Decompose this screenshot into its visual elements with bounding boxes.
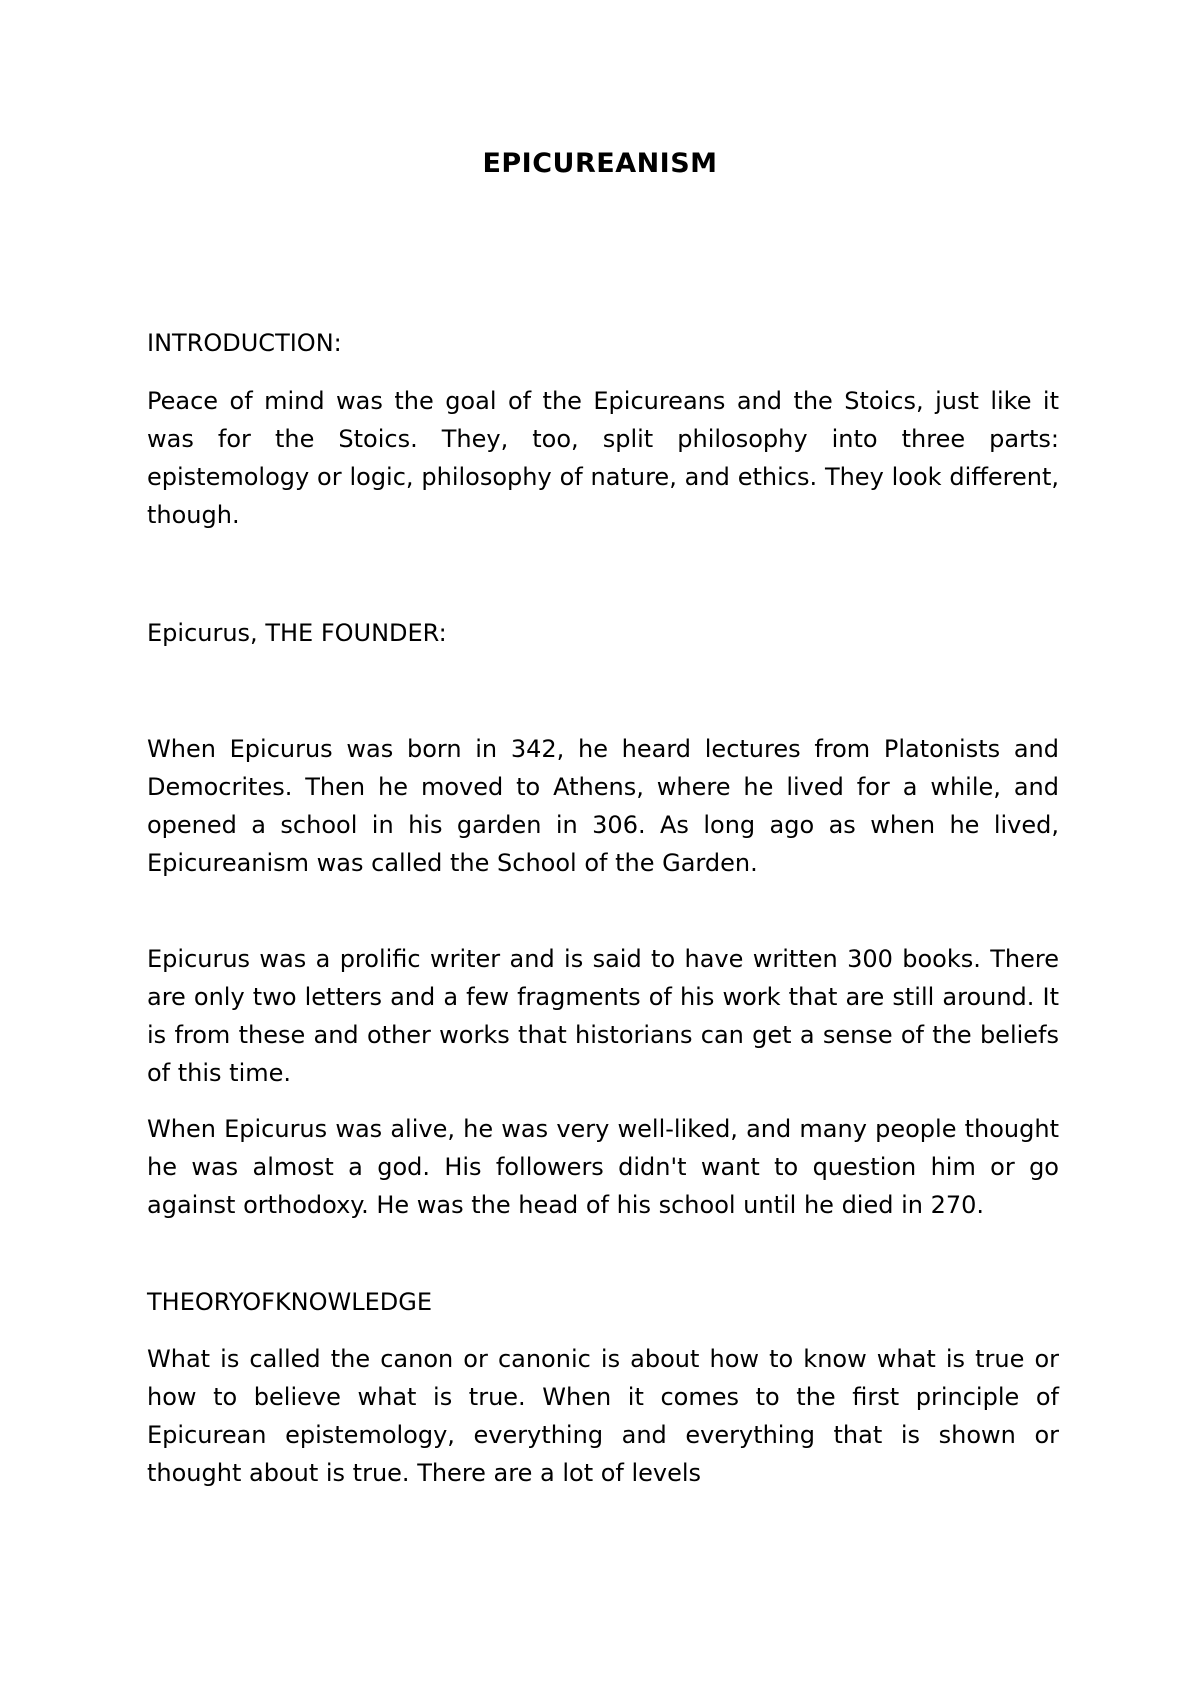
introduction-heading: INTRODUCTION: (147, 329, 342, 357)
knowledge-paragraph: What is called the canon or canonic is about how to know what is true or how to believe what is true. When it comes to the first principle of Epicurean epistemology, everything and everything that is shown or thought about is true. There are a lot of levels (147, 1345, 1059, 1487)
introduction-paragraph: Peace of mind was the goal of the Epicureans and the Stoics, just like it was for the Stoics. They, too, split philosophy into three parts: epistemology or logic, philosophy of nature, and ethics. They look different, though. (147, 387, 1059, 529)
founder-paragraph-3: When Epicurus was alive, he was very well-liked, and many people thought he was almost a god. His followers didn't want to question him or go against orthodoxy. He was the head of his school until he died in 270. (147, 1115, 1059, 1219)
founder-paragraph-1: When Epicurus was born in 342, he heard lectures from Platonists and Democrites. Then he moved to Athens, where he lived for a while, and opened a school in his garden in 306. As long ago as when he lived, Epicureanism was called the School of the Garden. (147, 735, 1059, 877)
founder-paragraph-2: Epicurus was a prolific writer and is said to have written 300 books. There are only two letters and a few fragments of his work that are still around. It is from these and other works that historians can get a sense of the beliefs of this time. (147, 945, 1059, 1087)
knowledge-heading: THEORYOFKNOWLEDGE (147, 1288, 433, 1316)
founder-heading: Epicurus, THE FOUNDER: (147, 619, 447, 647)
document-title: EPICUREANISM (482, 148, 718, 179)
